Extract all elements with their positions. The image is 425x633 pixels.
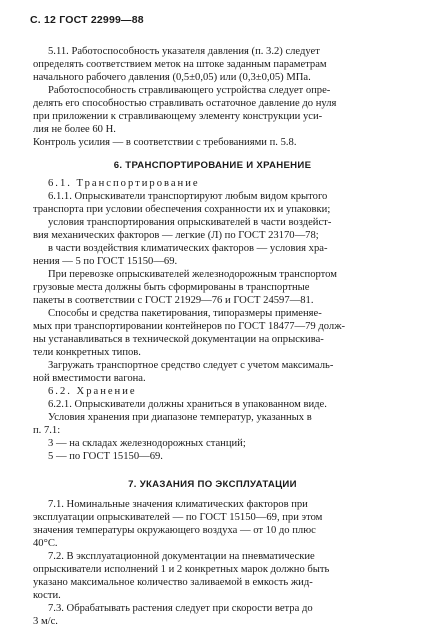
text-line: лия не более 60 Н. <box>33 124 116 135</box>
subsection-title: 6.2. Хранение <box>48 386 137 397</box>
subsection-title: 6.1. Транспортирование <box>48 178 200 189</box>
text-line: значения температуры окружающего воздуха — от 10 до плюс <box>33 525 316 536</box>
text-line: 7.1. Номинальные значения климатических факторов при <box>48 499 308 510</box>
text-line: пакеты в соответствии с ГОСТ 21929—76 и ГОСТ 24597—81. <box>33 295 314 306</box>
text-line: 3 — на складах железнодорожных станций; <box>48 438 246 449</box>
text-line: Загружать транспортное средство следует с учетом максималь- <box>48 360 334 371</box>
text-line: 6.2.1. Опрыскиватели должны храниться в упакованном виде. <box>48 399 327 410</box>
text-line: Работоспособность стравливающего устройства следует опре- <box>48 85 331 96</box>
text-line: При перевозке опрыскивателей железнодорожным транспортом <box>48 269 337 280</box>
text-line: вия механических факторов — легкие (Л) по ГОСТ 23170—78; <box>33 230 319 241</box>
text-line: Условия хранения при диапазоне температур, указанных в <box>48 412 312 423</box>
text-line: эксплуатации опрыскивателей — по ГОСТ 15150—69, при этом <box>33 512 323 523</box>
text-line: 5.11. Работоспособность указателя давления (п. 3.2) следует <box>48 46 320 57</box>
text-line: Контроль усилия — в соответствии с требованиями п. 5.8. <box>33 137 297 148</box>
text-line: 5 — по ГОСТ 15150—69. <box>48 451 163 462</box>
text-line: определять соответствием меток на штоке заданным параметрам <box>33 59 327 70</box>
text-line: опрыскиватели исполнений 1 и 2 конкретных марок должно быть <box>33 564 330 575</box>
text-line: 7.3. Обрабатывать растения следует при скорости ветра до <box>48 603 313 614</box>
text-line: грузовые места должны быть сформированы в транспортные <box>33 282 310 293</box>
text-line: указано максимальное количество заливаемой в емкость жид- <box>33 577 313 588</box>
page-header: С. 12 ГОСТ 22999—88 <box>30 14 144 26</box>
text-line: п. 7.1: <box>33 425 61 436</box>
text-line: транспорта при условии обеспечения сохранности их и упаковки; <box>33 204 331 215</box>
text-line: в части воздействия климатических факторов — условия хра- <box>48 243 328 254</box>
section-heading: 6. ТРАНСПОРТИРОВАНИЕ И ХРАНЕНИЕ <box>113 160 312 171</box>
text-line: ной вместимости вагона. <box>33 373 146 384</box>
text-line: 7.2. В эксплуатационной документации на пневматические <box>48 551 315 562</box>
text-line: Способы и средства пакетирования, типоразмеры применяе- <box>48 308 322 319</box>
text-line: условия транспортирования опрыскивателей в части воздейст- <box>48 217 332 228</box>
text-line: 40°С. <box>33 538 58 549</box>
text-line: мых при транспортировании контейнеров по ГОСТ 18477—79 долж- <box>33 321 346 332</box>
text-line: ны устанавливаться в технической документации на опрыскива- <box>33 334 324 345</box>
text-line: 6.1.1. Опрыскиватели транспортируют любым видом крытого <box>48 191 328 202</box>
text-line: 3 м/с. <box>33 616 58 627</box>
text-line: делять его способностью стравливать остаточное давление до нуля <box>33 98 337 109</box>
text-line: тели конкретных типов. <box>33 347 141 358</box>
text-line: при приложении к стравливающему элементу конструкции уси- <box>33 111 323 122</box>
text-line: начального рабочего давления (0,5±0,05) или (0,3±0,05) МПа. <box>33 72 311 83</box>
text-line: нения — 5 по ГОСТ 15150—69. <box>33 256 178 267</box>
section-heading: 7. УКАЗАНИЯ ПО ЭКСПЛУАТАЦИИ <box>128 479 297 490</box>
text-line: кости. <box>33 590 61 601</box>
